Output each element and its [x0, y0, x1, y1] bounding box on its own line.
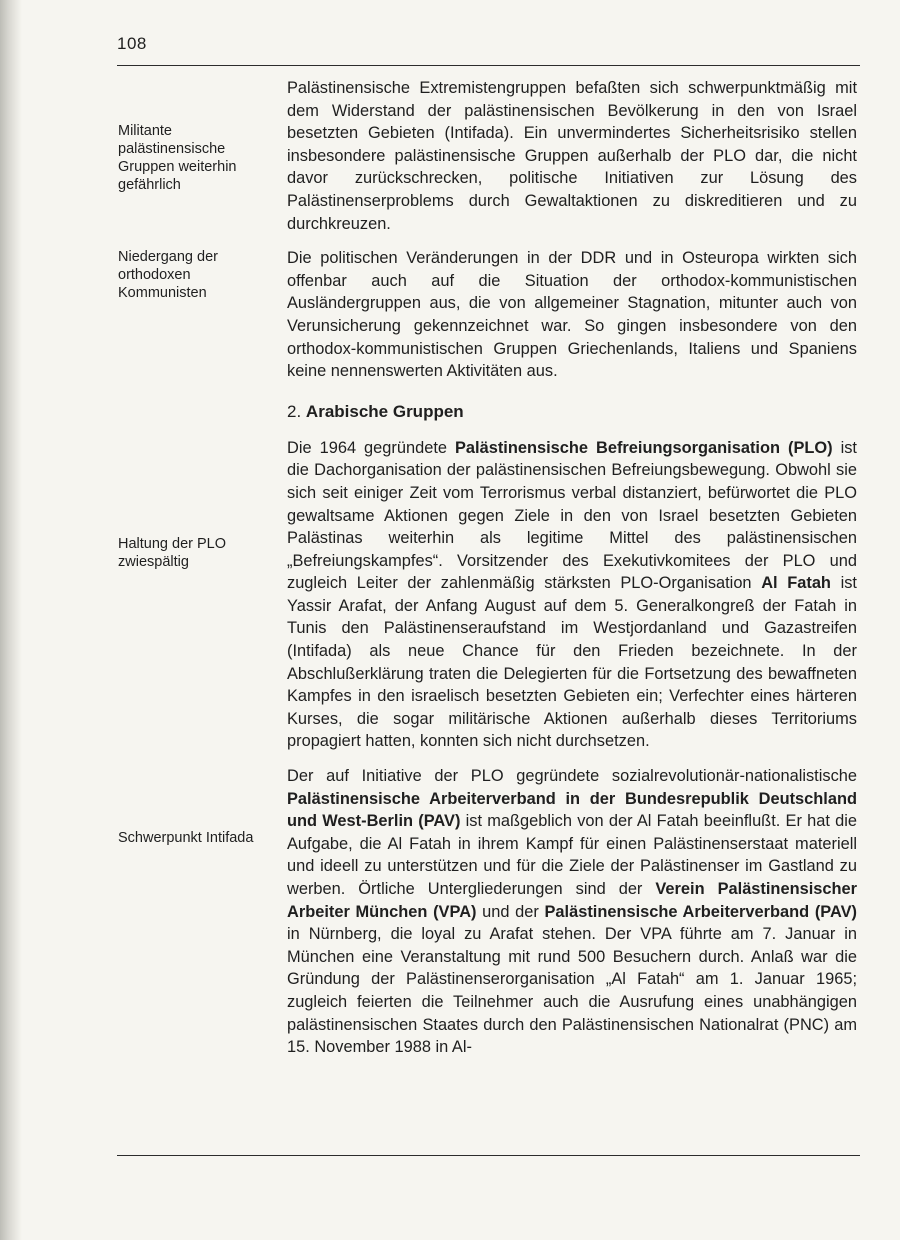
- text-run: ist maßgeblich von der Al Fatah beeinflußt. Er hat die Aufgabe, die Al Fatah in ihrem Kampf für einen Palästinenserstaat materiell und ideell zu unterstützen und für die Ziele der Palästinenser im Gastland zu werben. Örtliche Untergliederungen sind der: [287, 812, 857, 898]
- paragraph-pav: [287, 765, 857, 1059]
- paragraph-communist-groups: Die politischen Veränderungen in der DDR und in Osteuropa wirkten sich offenbar auch auf die Situation der orthodox-kommunistischen Ausländergruppen aus, die von allgemeiner Stagnation, mitunter auch von Verunsicherung gekennzeichnet war. So gingen insbesondere von den orthodox-kommunistischen Gruppen Griechenlands, Italiens und Spaniens keine nennenswerten Aktivitäten aus.: [287, 249, 857, 381]
- org-name-pav-nuernberg: Palästinensische Arbeiterverband (PAV): [544, 902, 858, 921]
- org-name-pav: Palästinensische Arbeiterverband in der Bundesrepublik Deutschland und West-Berlin (PAV): [287, 789, 857, 831]
- text-run: Der auf Initiative der PLO gegründete sozialrevolutionär-nationalistische: [287, 767, 857, 786]
- paragraph-extremist-groups: Palästinensische Extremistengruppen befaßten sich schwerpunktmäßig mit dem Widerstand der palästinensischen Bevölkerung in den von Israel besetzten Gebieten (Intifada). Ein unvermindertes Sicherheitsrisiko stellen insbesondere palästinensische Gruppen außerhalb der PLO dar, die nicht davor zurückschrecken, politische Initiativen zur Lösung des Palästinenserproblems durch Gewaltaktionen zu diskreditieren und zu durchkreuzen.: [287, 79, 857, 233]
- org-name-vpa: Verein Palästinensischer Arbeiter München (VPA): [287, 880, 857, 921]
- margin-note-militant-groups: Militante palästinensische Gruppen weiterhin gefährlich: [118, 123, 237, 193]
- text-run: ist die Dachorganisation der palästinensischen Befreiungsbewegung. Obwohl sie sich seit einiger Zeit vom Terrorismus verbal distanziert, befürwortet die PLO gewaltsame Aktionen gegen Ziele in den von Israel besetzten Gebieten Palästinas weiterhin als legitime Mittel des palästinensischen „Befreiungskampfes“. Vorsitzender des Exekutivkomitees der PLO und zugleich Leiter der zahlenmäßig stärksten PLO-Organisation: [287, 438, 857, 593]
- margin-note-communists-decline: Niedergang der orthodoxen Kommunisten: [118, 249, 218, 301]
- paragraph-plo: [287, 437, 857, 753]
- footer-rule: [117, 1155, 860, 1156]
- main-text-column: [287, 77, 857, 1071]
- text-run: Die 1964 gegründete: [287, 438, 455, 457]
- margin-note-intifada-focus: Schwerpunkt Intifada: [118, 830, 254, 846]
- margin-note-plo-stance: Haltung der PLO zwiespältig: [118, 536, 227, 570]
- org-name-plo: Palästinensische Befreiungsorganisation (PLO): [455, 438, 833, 457]
- book-binding-shadow: [0, 0, 22, 1240]
- org-name-al-fatah: Al Fatah: [761, 574, 831, 593]
- header-rule: [117, 65, 860, 66]
- text-run: und der: [476, 902, 545, 921]
- section-heading: [287, 401, 857, 423]
- text-run: in Nürnberg, die loyal zu Arafat stehen. Der VPA führte am 7. Januar in München eine Veranstaltung mit rund 500 Besuchern durch. Anlaß war die Gründung der Palästinenserorganisation „Al Fatah“ am 1. Januar 1965; zugleich feierten die Teilnehmer auch die Ausrufung eines unabhängigen palästinensischen Staates durch den Palästinensischen Nationalrat (PNC) am 15. November 1988 in Al-: [287, 925, 857, 1057]
- section-title: Arabische Gruppen: [305, 401, 464, 421]
- page-number: 108: [117, 34, 147, 53]
- text-run: ist Yassir Arafat, der Anfang August auf dem 5. Generalkongreß der Fatah in Tunis den Palästinenseraufstand im Westjordanland und Gazastreifen (Intifada) als neue Chance für den Frieden bezeichnete. In der Abschlußerklärung traten die Delegierten für die Fortsetzung des bewaffneten Kampfes in den israelisch besetzten Gebieten ein; Verfechter eines härteren Kurses, die sogar militärische Aktionen außerhalb dieses Territoriums propagiert hatten, konnten sich nicht durchsetzen.: [287, 574, 857, 751]
- section-number: 2.: [287, 401, 302, 421]
